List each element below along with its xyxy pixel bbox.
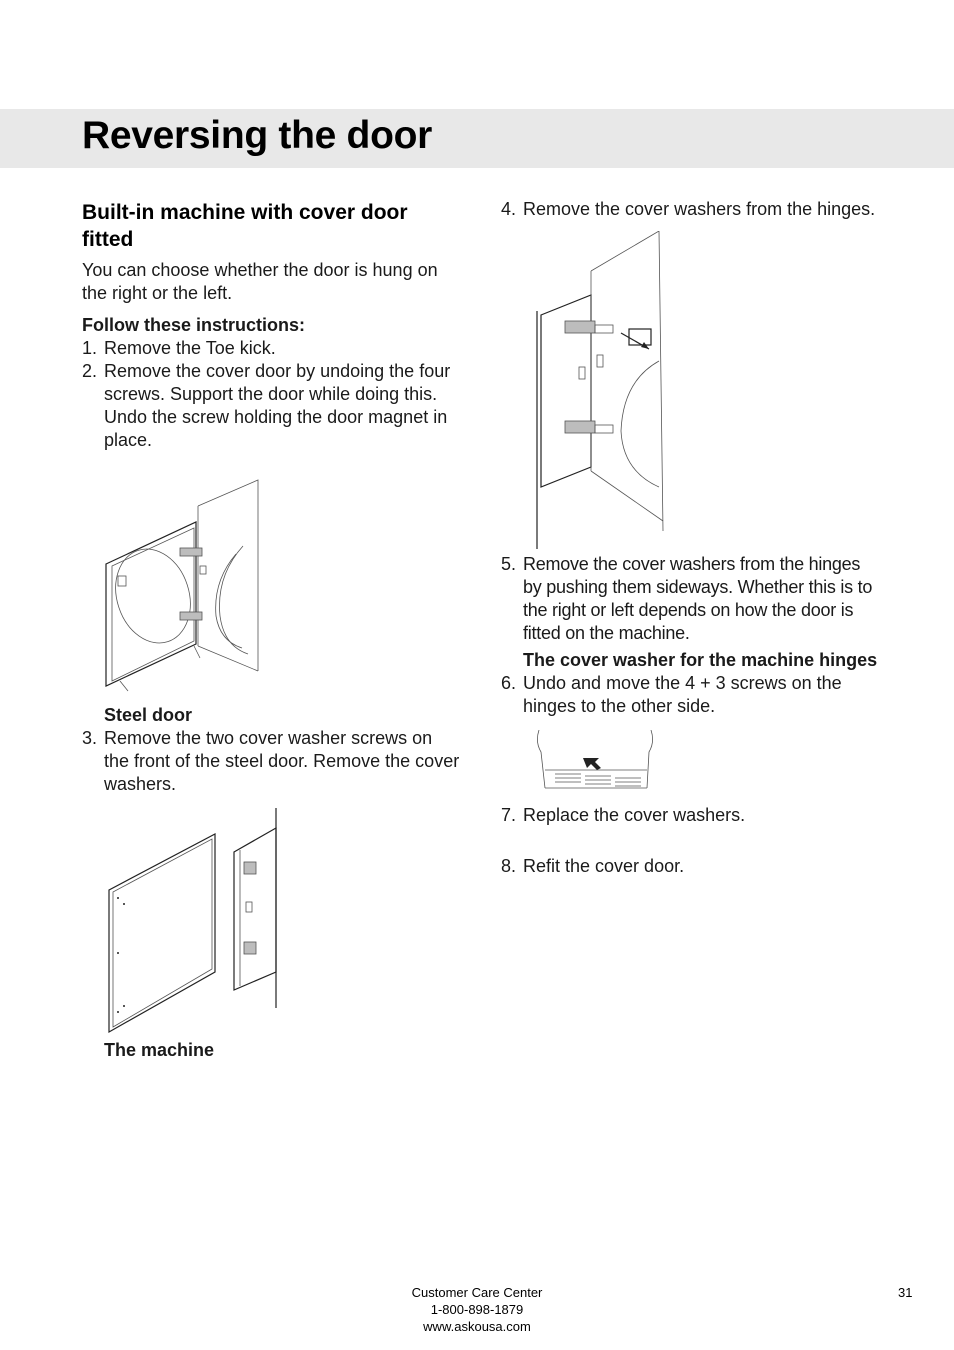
step-number: 1.: [82, 338, 98, 358]
step-number: 6.: [501, 673, 517, 693]
step-5: [501, 553, 881, 645]
step-text: Remove the cover washers from the hinges by pushing them sideways. Whether this is to the right or left depends on how the door is fitted on the machine.: [523, 554, 873, 643]
step-text: Remove the cover washers from the hinges.: [523, 199, 876, 219]
intro-text: You can choose whether the door is hung on the right or the left.: [82, 260, 438, 303]
step-8: [501, 855, 881, 878]
caption-steel-door: Steel door: [104, 705, 193, 725]
step-2: [82, 360, 460, 452]
step-text: Refit the cover door.: [523, 856, 685, 876]
step-number: 8.: [501, 856, 517, 876]
footer: [0, 1284, 954, 1335]
instructions-label: Follow these instructions:: [82, 315, 306, 335]
left-column: [82, 199, 460, 1062]
step-text: Remove the Toe kick.: [104, 338, 276, 358]
step-text: Replace the cover washers.: [523, 805, 746, 825]
step-text: Remove the two cover washer screws on the front of the steel door. Remove the cover washers.: [104, 728, 460, 794]
step-6: [501, 672, 881, 718]
step-3: [82, 727, 460, 796]
step-number: 2.: [82, 361, 98, 381]
hinge-cover-washers-illustration: [531, 231, 671, 549]
step-7: [501, 804, 881, 827]
page-title: Reversing the door: [82, 114, 432, 157]
step-4: [501, 198, 881, 221]
right-column: [501, 198, 881, 878]
footer-care-center: Customer Care Center: [411, 1285, 543, 1300]
step-number: 3.: [82, 728, 98, 748]
door-removal-illustration: [98, 476, 268, 698]
steel-door-illustration: [106, 808, 306, 1036]
page-number: 31: [898, 1285, 913, 1300]
caption-cover-washer: The cover washer for the machine hinges: [523, 650, 878, 670]
step-number: 4.: [501, 199, 517, 219]
section-heading: Built-in machine with cover door fitted: [82, 201, 408, 251]
step-number: 7.: [501, 805, 517, 825]
caption-the-machine: The machine: [104, 1040, 215, 1060]
step-number: 5.: [501, 554, 517, 574]
step-text: Undo and move the 4 + 3 screws on the hinges to the other side.: [523, 673, 842, 716]
footer-website: www.askousa.com: [423, 1319, 531, 1334]
toe-kick-illustration: [521, 730, 671, 796]
step-text: Remove the cover door by undoing the four screws. Support the door while doing this. Undo the screw holding the door magnet in place.: [104, 361, 451, 450]
step-1: [82, 337, 460, 360]
footer-phone: 1-800-898-1879: [430, 1302, 524, 1317]
